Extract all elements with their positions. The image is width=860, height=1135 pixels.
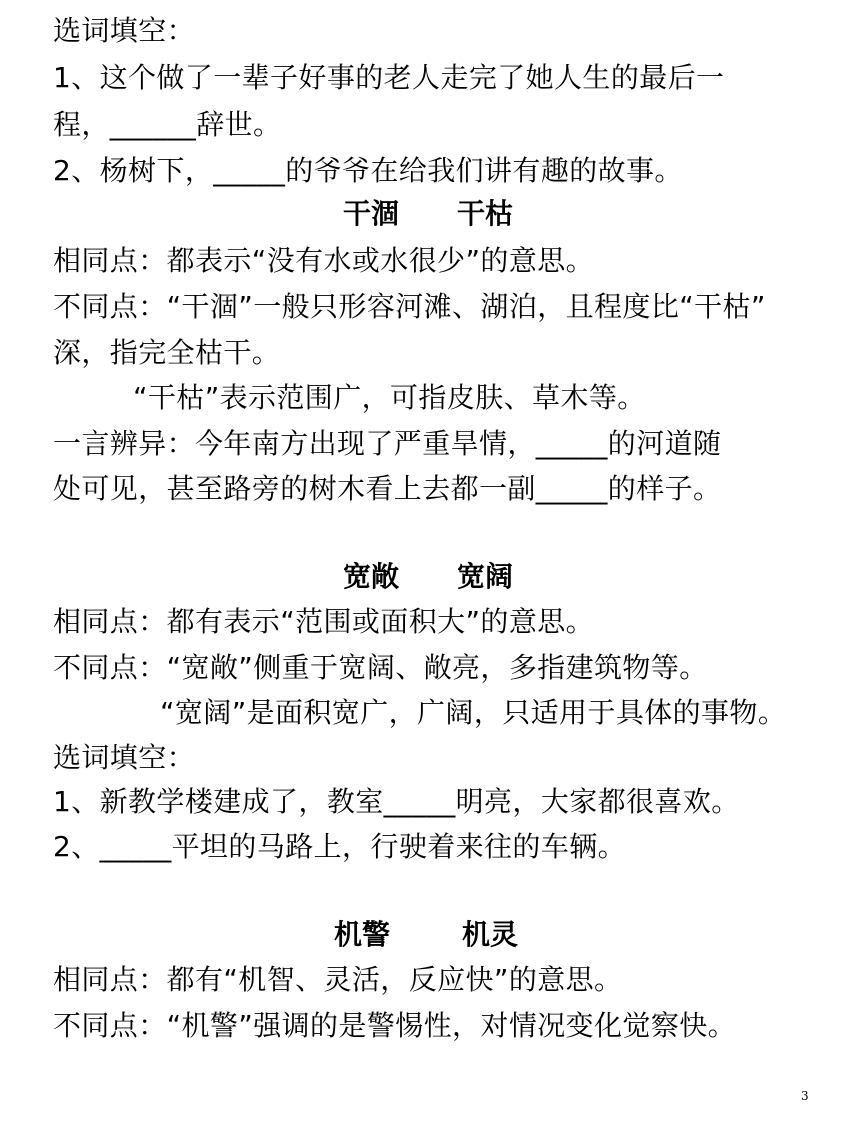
difference-text-line-2: 深，指完全枯干。	[53, 336, 281, 369]
difference-text-line-2: “宽阔”是面积宽广，广阔，只适用于具体的事物。	[160, 696, 787, 729]
heading-word-2: 干枯	[457, 197, 514, 230]
exercise-item-1: 1、新教学楼建成了，教室_____明亮，大家都很喜欢。	[53, 785, 740, 818]
exercise-label: 选词填空：	[53, 741, 196, 774]
exercise-label: 选词填空：	[53, 14, 196, 47]
exercise-item-2: 2、_____平坦的马路上，行驶着来往的车辆。	[53, 830, 627, 863]
exercise-item-2: 2、杨树下，_____的爷爷在给我们讲有趣的故事。	[53, 154, 683, 187]
difference-text-line-1: 不同点：“宽敞”侧重于宽阔、敞亮，多指建筑物等。	[53, 651, 708, 684]
exercise-item-1-line-1: 1、这个做了一辈子好事的老人走完了她人生的最后一	[53, 61, 725, 94]
heading-word-1: 机警	[334, 918, 391, 951]
heading-word-1: 宽敞	[343, 560, 400, 593]
similarity-text: 相同点：都有表示“范围或面积大”的意思。	[53, 605, 595, 638]
heading-word-2: 机灵	[462, 918, 519, 951]
similarity-text: 相同点：都有“机智、灵活，反应快”的意思。	[53, 963, 623, 996]
difference-text-line-1: 不同点：“机警”强调的是警惕性，对情况变化觉察快。	[53, 1009, 737, 1042]
distinction-exercise-line-2: 处可见，甚至路旁的树木看上去都一副_____的样子。	[53, 472, 722, 505]
similarity-text: 相同点：都表示“没有水或水很少”的意思。	[53, 244, 595, 277]
page-number: 3	[801, 1089, 809, 1103]
exercise-item-1-line-2: 程，______辞世。	[53, 108, 282, 141]
difference-text-line-1: 不同点：“干涸”一般只形容河滩、湖泊，且程度比“干枯”	[53, 290, 766, 323]
difference-text-line-3: “干枯”表示范围广，可指皮肤、草木等。	[133, 381, 646, 414]
heading-word-1: 干涸	[343, 197, 400, 230]
distinction-exercise-line-1: 一言辨异：今年南方出现了严重旱情，_____的河道随	[53, 427, 722, 460]
heading-word-2: 宽阔	[457, 560, 514, 593]
